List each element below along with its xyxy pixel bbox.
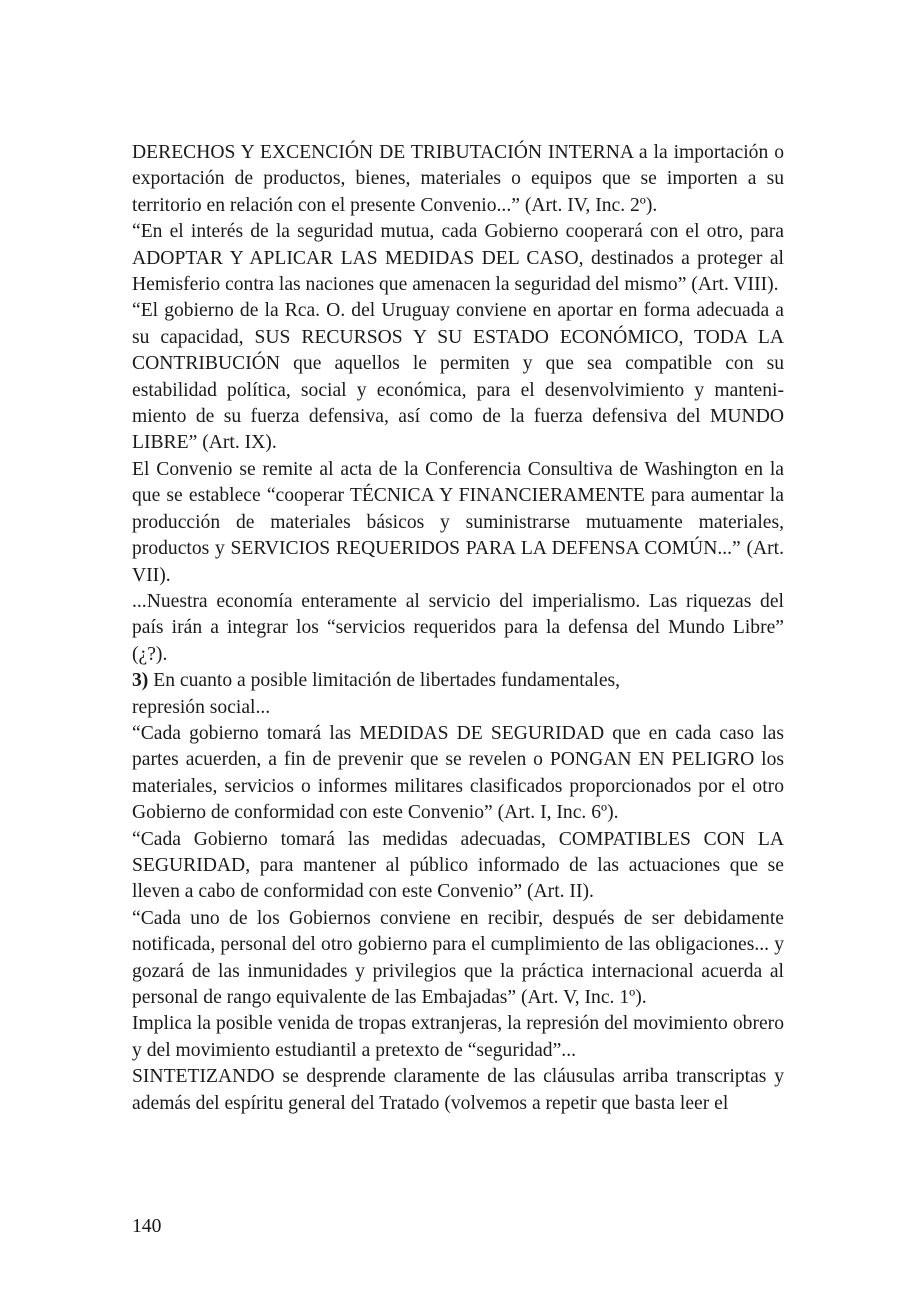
paragraph-art-v: “Cada uno de los Gobiernos conviene en recibir, después de ser debidamente notificada, personal del otro gobierno para el cumplimiento de las obligaciones... y gozará de las inmunidades y privilegios que la práctica internacional acuerda al personal de rango equivalente de las Embajadas” (Art. V, Inc. 1º). [132,907,784,1008]
paragraph-art-i: “Cada gobierno tomará las MEDIDAS DE SEGURIDAD que en cada caso las partes acuerden, a fin de prevenir que se revelen o PONGAN EN PELIGRO los materiales, servicios o informes militares clasificados proporcionados por el otro Gobierno de conformidad con este Convenio” (Art. I, Inc. 6º). [132,722,784,824]
paragraph-art-viii: “En el interés de la seguridad mutua, cada Gobierno cooperará con el otro, para ADOPTAR Y APLICAR LAS MEDIDAS DEL CASO, destinados a proteger al Hemisferio contra las naciones que amenacen la seguridad del mismo” (Art. VIII). [132,221,784,296]
paragraph-sintetizando: SINTETIZANDO se desprende claramente de las cláusulas arriba transcriptas y además del espíritu general del Tratado (volvemos a repetir que basta leer el [132,1066,784,1114]
page-number: 140 [132,1216,162,1237]
paragraph-art-ii: “Cada Gobierno tomará las medidas adecuadas, COMPATIBLES CON LA SEGURIDAD, para mantener al público informado de las actuaciones que se lleven a cabo de conformidad con este Convenio” (Art. II). [132,828,784,903]
section-number: 3) [132,670,149,692]
paragraph-art-vii: El Convenio se remite al acta de la Conferencia Consultiva de Washington en la que se establece “cooperar TÉCNICA Y FINANCIERAMENTE para aumentar la producción de materiales básicos y suministrarse mutuamente materiales, productos y SERVICIOS REQUERIDOS PARA LA DEFENSA COMÚN...” (Art. VII). [132,458,784,586]
paragraph-art-ix: “El gobierno de la Rca. O. del Uruguay conviene en aportar en forma adecuada a su capacidad, SUS RECURSOS Y SU ESTADO ECONÓMICO, TODA LA CONTRIBUCIÓN que aquellos le permiten y que sea compatible con su estabilidad política, social y económica, para el desenvolvimiento y mantenimiento de su fuerza defensiva, así como de la fuerza defensiva del MUNDO LIBRE” (Art. IX). [132,300,784,454]
paragraph-art-iv: DERECHOS Y EXCENCIÓN DE TRIBUTACIÓN INTERNA a la importación o exportación de productos, bienes, materiales o equipos que se importen a su territorio en relación con el presente Convenio...” (Art. IV, Inc. 2º). [132,142,784,216]
paragraph-implica: Implica la posible venida de tropas extranjeras, la represión del movimiento obrero y del movimiento estudiantil a pretexto de “seguridad”... [132,1013,784,1061]
section-heading [132,668,784,721]
body-text [132,140,784,1117]
paragraph-economia: ...Nuestra economía enteramente al servicio del imperialismo. Las riquezas del país irán a integrar los “servicios requeridos para la defensa del Mundo Libre” (¿?). [132,590,784,665]
section-heading-line1: En cuanto a posible limitación de libertades fundamentales, [148,670,621,692]
section-heading-line2: represión social... [132,696,271,718]
